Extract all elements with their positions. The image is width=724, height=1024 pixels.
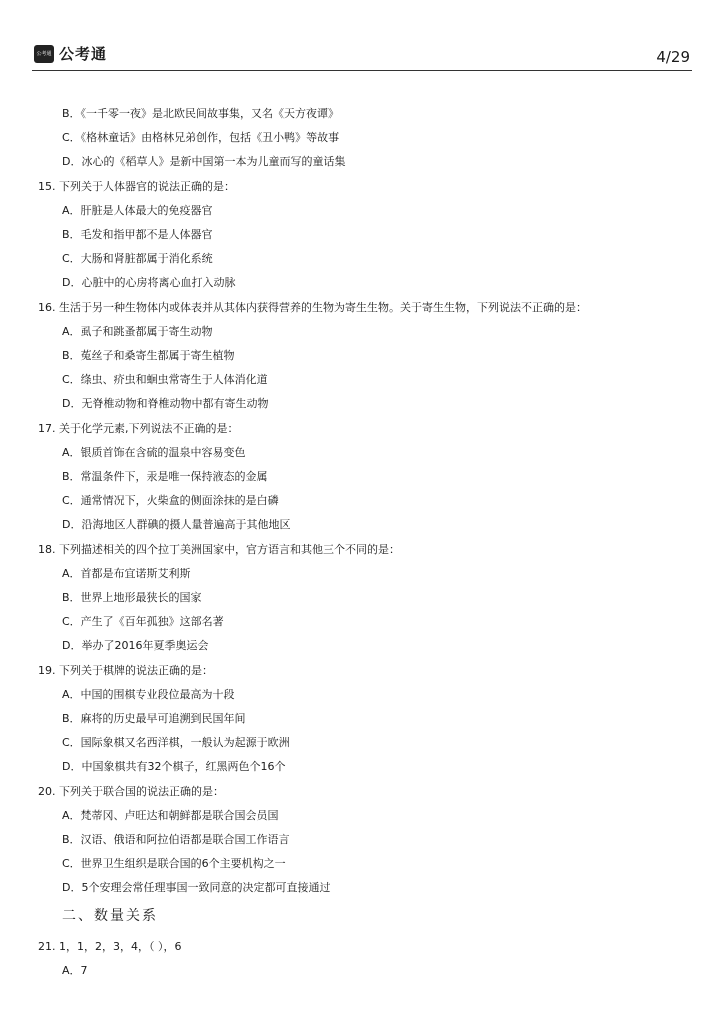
question-19: 19. 下列关于棋牌的说法正确的是：: [38, 664, 213, 677]
q17-option-c: C．通常情况下，火柴盒的侧面涂抹的是白磷: [62, 494, 279, 507]
q17-option-d: D．沿海地区人群碘的摄人量普遍高于其他地区: [62, 518, 291, 531]
q18-option-b: B．世界上地形最狭长的国家: [62, 591, 202, 604]
q14-option-d: D．冰心的《稻草人》是新中国第一本为儿童而写的童话集: [62, 155, 346, 168]
q17-option-b: B．常温条件下，汞是唯一保持液态的金属: [62, 470, 268, 483]
q16-option-b: B．菟丝子和桑寄生都属于寄生植物: [62, 349, 235, 362]
q20-option-c: C．世界卫生组织是联合国的6个主要机构之一: [62, 857, 286, 870]
q16-option-a: A．虱子和跳蚤都属于寄生动物: [62, 325, 213, 338]
q18-option-a: A．首都是布宜诺斯艾利斯: [62, 567, 191, 580]
q20-option-b: B．汉语、俄语和阿拉伯语都是联合国工作语言: [62, 833, 290, 846]
page-number: 4/29: [656, 48, 690, 66]
q19-option-b: B．麻将的历史最早可追溯到民国年间: [62, 712, 246, 725]
section-title: 二、数量关系: [62, 908, 158, 924]
q18-option-c: C．产生了《百年孤独》这部名著: [62, 615, 224, 628]
q14-option-b: B．《一千零一夜》是北欧民间故事集，又名《天方夜谭》: [62, 107, 340, 120]
q16-option-c: C．绦虫、疥虫和蛔虫常寄生于人体消化道: [62, 373, 268, 386]
q19-option-c: C．国际象棋又名西洋棋，一般认为起源于欧洲: [62, 736, 290, 749]
page-header: [32, 44, 692, 71]
brand-name: 公考通: [59, 45, 108, 63]
question-15: 15. 下列关于人体器官的说法正确的是：: [38, 180, 235, 193]
q19-option-a: A．中国的围棋专业段位最高为十段: [62, 688, 235, 701]
question-18: 18. 下列描述相关的四个拉丁美洲国家中，官方语言和其他三个不同的是：: [38, 543, 400, 556]
q15-option-d: D．心脏中的心房将离心血打入动脉: [62, 276, 236, 289]
question-21: 21. 1，1，2，3，4，（ ），6: [38, 940, 182, 953]
q15-option-c: C．大肠和肾脏都属于消化系统: [62, 252, 213, 265]
q16-option-d: D．无脊椎动物和脊椎动物中都有寄生动物: [62, 397, 269, 410]
q19-option-d: D．中国象棋共有32个棋子，红黑两色个16个: [62, 760, 286, 773]
q15-option-b: B．毛发和指甲都不是人体器官: [62, 228, 213, 241]
question-16: 16. 生活于另一种生物体内或体表并从其体内获得营养的生物为寄生生物。关于寄生生物，下列说法不正确的是：: [38, 301, 587, 314]
q15-option-a: A．肝脏是人体最大的免疫器官: [62, 204, 213, 217]
q20-option-a: A．梵蒂冈、卢旺达和朝鲜都是联合国会员国: [62, 809, 279, 822]
q14-option-c: C．《格林童话》由格林兄弟创作，包括《丑小鸭》等故事: [62, 131, 340, 144]
question-17: 17. 关于化学元素,下列说法不正确的是：: [38, 422, 239, 435]
q18-option-d: D．举办了2016年夏季奥运会: [62, 639, 209, 652]
q20-option-d: D．5个安理会常任理事国一致同意的决定都可直接通过: [62, 881, 331, 894]
brand-logo-icon: 公考通: [34, 45, 54, 63]
q17-option-a: A．银质首饰在含硫的温泉中容易变色: [62, 446, 246, 459]
question-20: 20. 下列关于联合国的说法正确的是：: [38, 785, 224, 798]
q21-option-a: A．7: [62, 964, 88, 977]
